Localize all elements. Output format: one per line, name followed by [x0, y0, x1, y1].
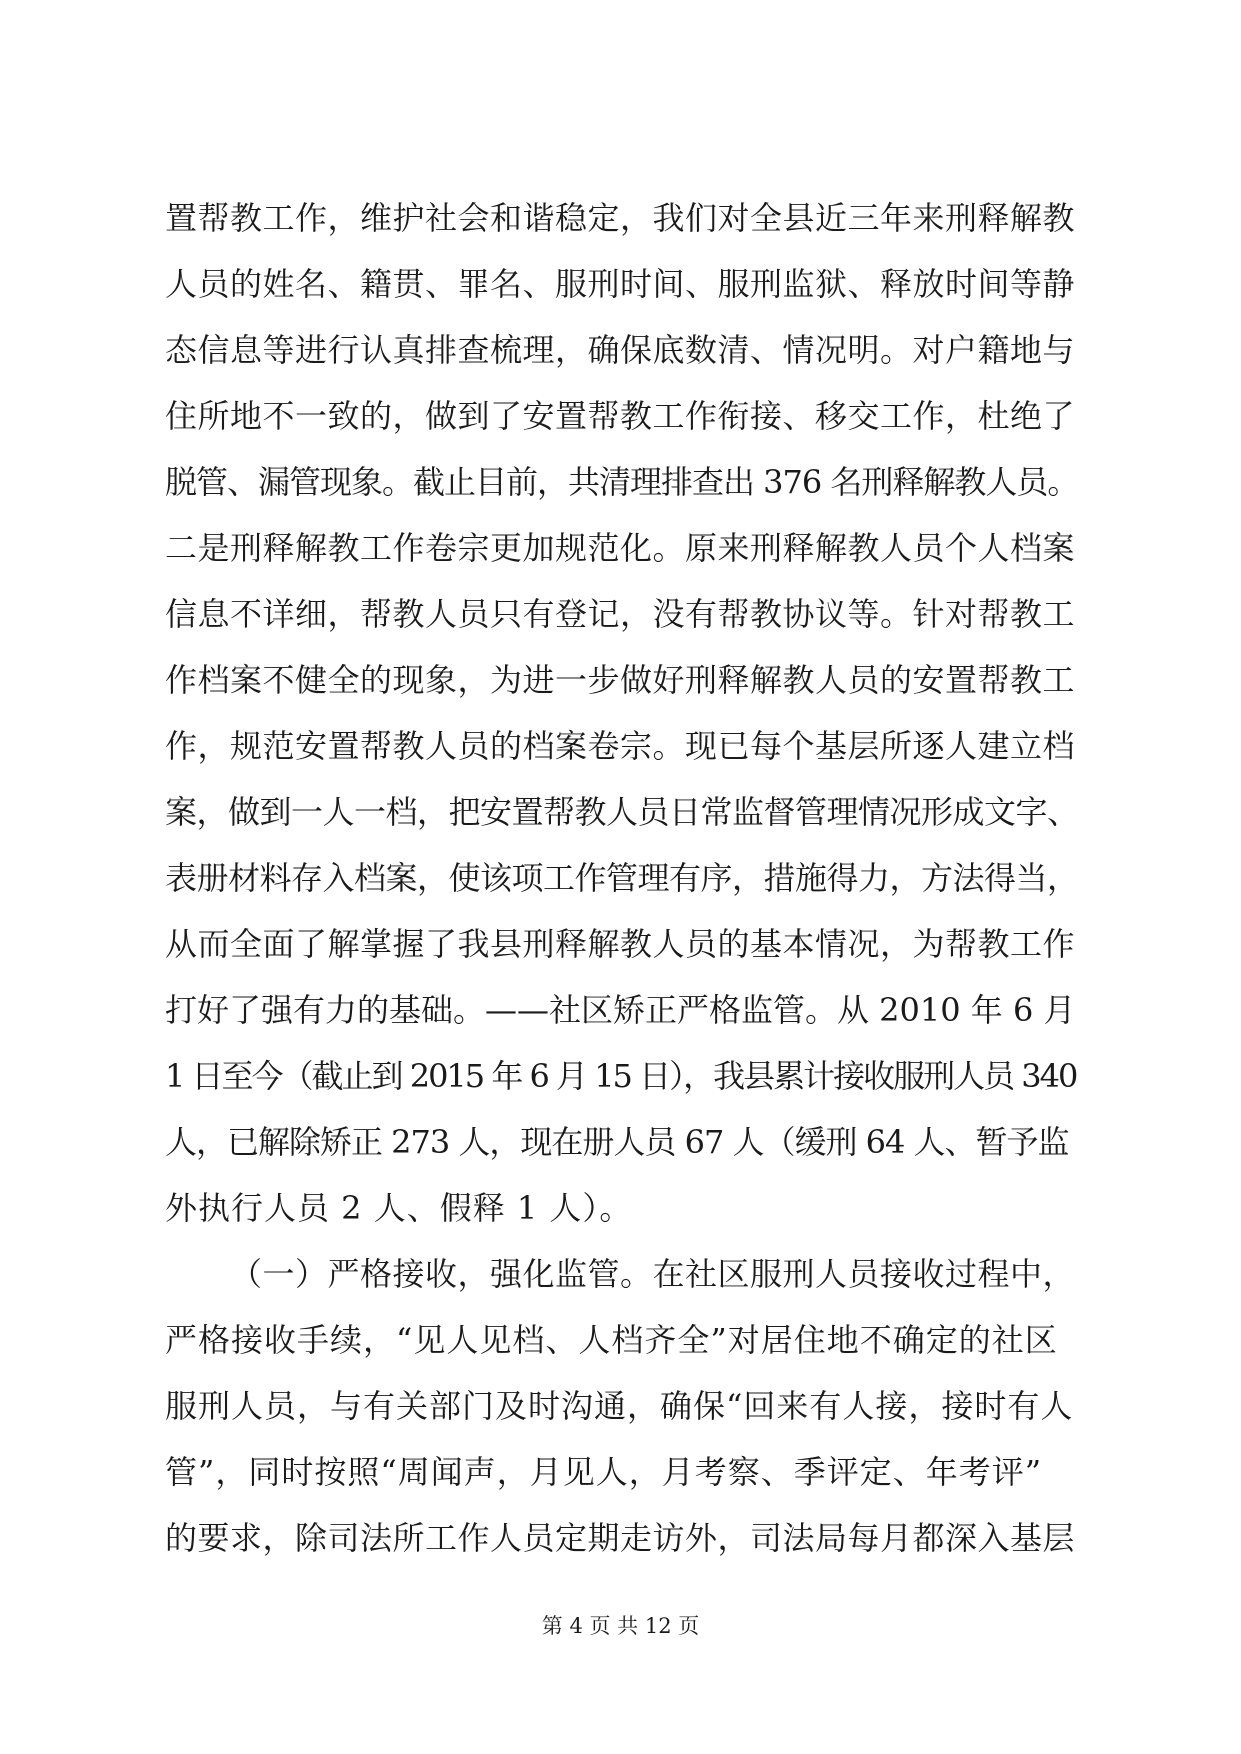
text-line: 二是刑释解教工作卷宗更加规范化。原来刑释解教人员个人档案 [165, 529, 1076, 567]
text-line: 案，做到一人一档，把安置帮教人员日常监督管理情况形成文字、 [165, 793, 1079, 831]
text-line: 人员的姓名、籍贯、罪名、服刑时间、服刑监狱、释放时间等静 [165, 265, 1076, 303]
page-number-footer: 第 4 页 共 12 页 [541, 1614, 700, 1638]
text-line: 信息不详细，帮教人员只有登记，没有帮教协议等。针对帮教工 [165, 595, 1076, 633]
text-line: 服刑人员，与有关部门及时沟通，确保“回来有人接，接时有人 [165, 1387, 1074, 1425]
text-line: 严格接收手续，“见人见档、人档齐全”对居住地不确定的社区 [165, 1321, 1058, 1359]
text-line: 住所地不一致的，做到了安置帮教工作衔接、移交工作，杜绝了 [165, 397, 1076, 435]
text-line: 从而全面了解掌握了我县刑释解教人员的基本情况，为帮教工作 [165, 925, 1076, 963]
text-line: 置帮教工作，维护社会和谐稳定，我们对全县近三年来刑释解教 [165, 199, 1076, 237]
text-line: 管”，同时按照“周闻声，月见人，月考察、季评定、年考评” [165, 1453, 1043, 1491]
text-line: 打好了强有力的基础。——社区矫正严格监管。从 2010 年 6 月 [165, 991, 1076, 1029]
text-line: 的要求，除司法所工作人员定期走访外，司法局每月都深入基层 [165, 1519, 1076, 1557]
text-line: 表册材料存入档案，使该项工作管理有序，措施得力，方法得当， [165, 859, 1079, 897]
text-line: 态信息等进行认真排查梳理，确保底数清、情况明。对户籍地与 [165, 331, 1076, 369]
text-line: 外执行人员 2 人、假释 1 人）。 [165, 1189, 633, 1227]
text-line: 脱管、漏管现象。截止目前，共清理排查出 376 名刑释解教人员。 [165, 463, 1079, 501]
text-line: 人，已解除矫正 273 人，现在册人员 67 人（缓刑 64 人、暂予监 [165, 1123, 1069, 1161]
paragraph-heading-line: （一）严格接收，强化监管。在社区服刑人员接收过程中， [230, 1255, 1076, 1293]
text-line: 作档案不健全的现象，为进一步做好刑释解教人员的安置帮教工 [165, 661, 1076, 699]
text-line: 1 日至今（截止到 2015 年 6 月 15 日），我县累计接收服刑人员 340 [165, 1057, 1077, 1095]
text-line: 作，规范安置帮教人员的档案卷宗。现已每个基层所逐人建立档 [165, 727, 1076, 765]
